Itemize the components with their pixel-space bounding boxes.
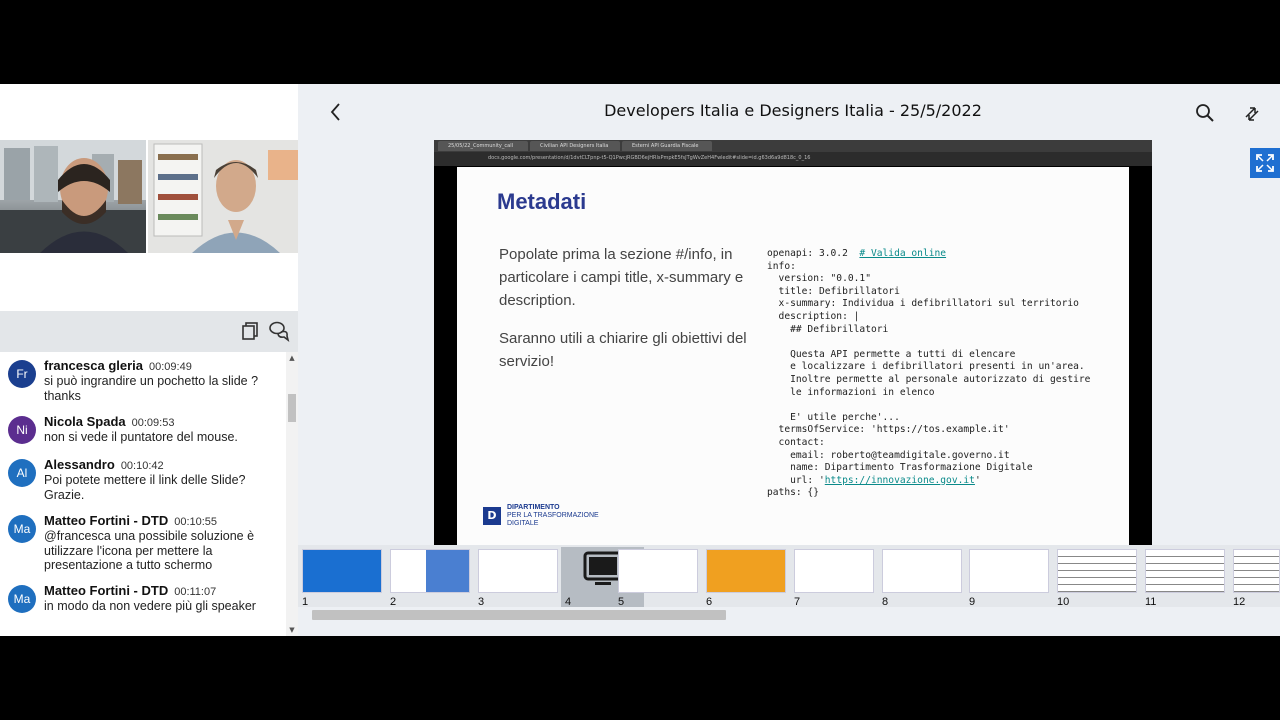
message-text: non si vede il puntatore del mouse.: [44, 430, 238, 444]
thumbnail-image: [302, 549, 382, 593]
presentation-header: [298, 84, 1280, 140]
code-line: ': [974, 474, 981, 486]
slide-thumbnail[interactable]: [1229, 547, 1280, 607]
fullscreen-button[interactable]: [1250, 148, 1280, 178]
slide-thumbnail[interactable]: [1141, 547, 1224, 607]
thumbnail-number: 1: [302, 596, 309, 607]
slide-thumbnail-strip: [298, 545, 1280, 607]
thumbnail-image: [706, 549, 786, 593]
department-logo: D: [483, 507, 501, 525]
message-time: 00:09:53: [131, 417, 175, 429]
message-author: francesca gleria: [44, 358, 144, 373]
thumbnail-number: 9: [969, 596, 976, 607]
slide-thumbnail[interactable]: [1053, 547, 1136, 607]
speaker-video-1[interactable]: [0, 140, 146, 253]
avatar: Al: [8, 459, 36, 487]
message-time: 00:11:07: [174, 586, 217, 598]
slide-thumbnail[interactable]: [298, 547, 381, 607]
department-name: DIPARTIMENTO PER LA TRASFORMAZIONE DIGITALE: [507, 504, 599, 527]
thumbnail-image: [969, 549, 1049, 593]
presentation-area: [298, 84, 1280, 636]
message-text: si può ingrandire un pochetto la slide ? thanks: [44, 374, 259, 403]
thumbnail-image: [1233, 549, 1280, 593]
chat-scrollbar[interactable]: [286, 352, 298, 636]
meeting-app: [0, 84, 1280, 636]
code-link: https://innovazione.gov.it: [824, 474, 975, 486]
avatar: Ma: [8, 515, 36, 543]
thumbnail-image: [1145, 549, 1225, 593]
copy-icon[interactable]: [240, 320, 262, 342]
code-body: info: version: "0.0.1" title: Defibrillatori x-summary: Individua i defibrillatori sul territorio description: | ## Defibrillatori Questa API permette a tutti di elencare e localizzare i defibrillatori presenti in un'area. Inoltre permette al personale autorizzato di gestire le informazioni in elenco E' utile perche'... termsOfService: 'https://tos.example.it' contact: email: roberto@teamdigitale.governo.it name: Dipartimento Trasformazione Digitale: [767, 260, 1091, 474]
thumbnail-image: [478, 549, 558, 593]
browser-tab: Esterni API Guardia Fiscale: [622, 141, 712, 151]
code-line: openapi: 3.0.2: [767, 248, 860, 259]
thumbnail-image: [794, 549, 874, 593]
slide-thumbnail[interactable]: [702, 547, 785, 607]
code-link: # Valida online: [859, 248, 947, 259]
thumbnail-number: 7: [794, 596, 801, 607]
speaker-2-image: [148, 140, 298, 253]
thumbnail-number: 5: [618, 596, 625, 607]
scroll-down-icon[interactable]: ▼: [289, 626, 295, 634]
speaker-1-image: [0, 140, 146, 253]
chat-bubbles-icon[interactable]: [268, 320, 290, 342]
thumbnail-number: 2: [390, 596, 397, 607]
message-text: Poi potete mettere il link delle Slide? Grazie.: [44, 473, 246, 502]
slide-paragraph: Saranno utili a chiarire gli obiettivi del servizio!: [499, 330, 747, 370]
browser-address-bar: [434, 152, 1152, 166]
avatar: Ni: [8, 416, 36, 444]
speaker-video-2[interactable]: [148, 140, 298, 253]
slide-thumbnail[interactable]: [614, 547, 697, 607]
slide-heading: Metadati: [497, 189, 587, 214]
sync-icon[interactable]: [1240, 102, 1262, 124]
thumbnail-number: 3: [478, 596, 485, 607]
slide-thumbnail[interactable]: [878, 547, 961, 607]
thumbnail-number: 10: [1057, 596, 1070, 607]
thumbnail-image: [618, 549, 698, 593]
code-line: url: ': [767, 474, 825, 486]
message-time: 00:10:55: [174, 516, 218, 528]
thumbnail-number: 12: [1233, 596, 1246, 607]
thumbnail-image: [882, 549, 962, 593]
thumbnail-image: [1057, 549, 1137, 593]
video-strip: [0, 140, 298, 253]
browser-url: docs.google.com/presentation/d/1dvtCLTpnp-t5-Q1PwcjRGBD6ejHRlsPmpkE5fsJTgWvZeH4Fwledit#slide=id.g63d6a9d818c_0_16: [488, 155, 811, 161]
search-icon[interactable]: [1194, 102, 1216, 124]
slide: [457, 167, 1129, 545]
slide-thumbnail[interactable]: [386, 547, 469, 607]
code-line: paths: {}: [767, 487, 819, 499]
thumbnail-image: [390, 549, 470, 593]
message-author: Alessandro: [44, 457, 115, 472]
message-author: Matteo Fortini - DTD: [44, 513, 169, 528]
chat-scroll-thumb[interactable]: [288, 394, 296, 422]
chat-toolbar: [0, 311, 298, 352]
slide-thumbnail[interactable]: [474, 547, 557, 607]
message-time: 00:10:42: [120, 460, 164, 472]
thumbnail-number: 8: [882, 596, 889, 607]
expand-icon: [1250, 148, 1280, 178]
scroll-up-icon[interactable]: ▲: [289, 354, 295, 362]
thumbnail-number: 4: [565, 596, 572, 607]
message-text: @francesca una possibile soluzione è utilizzare l'icona per mettere la presentazione a tutto schermo: [44, 529, 255, 572]
message-author: Nicola Spada: [44, 414, 126, 429]
chat-message-list: [0, 352, 286, 636]
slide-thumbnail[interactable]: [965, 547, 1048, 607]
browser-tab: Civilian API Designers Italia: [530, 141, 620, 151]
avatar: Ma: [8, 585, 36, 613]
thumbnail-number: 11: [1145, 596, 1157, 607]
thumbnail-scrollbar[interactable]: [298, 607, 1280, 636]
browser-tab: 25/05/22_Community_call: [438, 141, 528, 151]
presentation-title: Developers Italia e Designers Italia - 25/5/2022: [604, 101, 982, 120]
code-block: [767, 248, 1127, 500]
shared-screen: [434, 140, 1152, 545]
thumbnail-scroll-thumb[interactable]: [312, 610, 726, 620]
left-panel: [0, 84, 298, 636]
avatar: Fr: [8, 360, 36, 388]
browser-tab-bar: [434, 140, 1152, 152]
message-author: Matteo Fortini - DTD: [44, 583, 169, 598]
message-text: in modo da non vedere più gli speaker: [44, 599, 256, 613]
slide-paragraph: Popolate prima la sezione #/info, in particolare i campi title, x-summary e description.: [499, 246, 744, 309]
slide-thumbnail[interactable]: [790, 547, 873, 607]
thumbnail-number: 6: [706, 596, 713, 607]
message-time: 00:09:49: [149, 361, 192, 373]
